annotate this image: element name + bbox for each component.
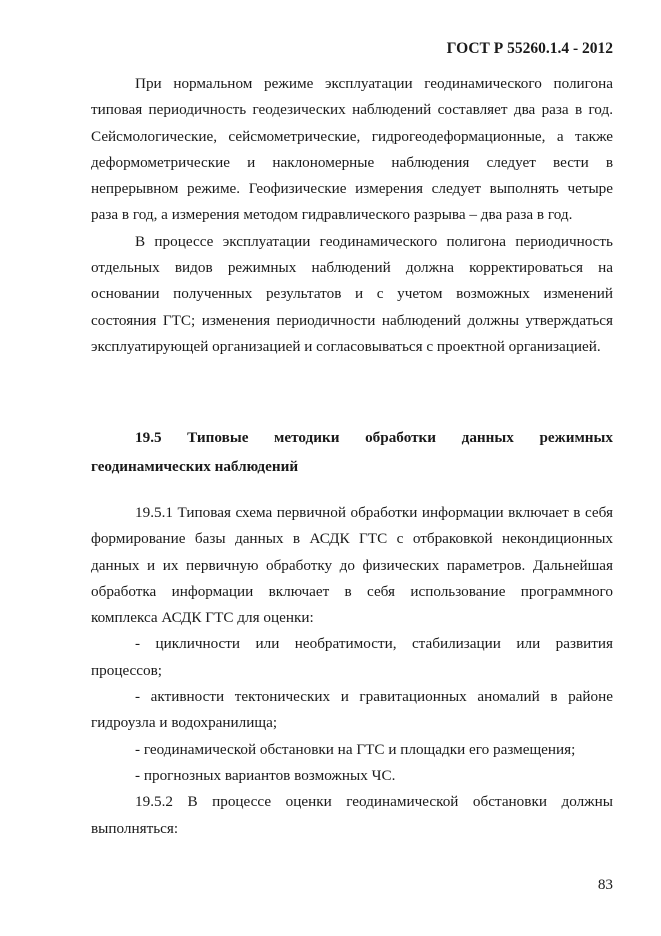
- body-text-top: [91, 71, 613, 360]
- page-number: 83: [597, 876, 613, 893]
- paragraph: В процессе эксплуатации геодинамического полигона периодичность отдельных видов режимных наблюдений должна корректироваться на основании полученных результатов и с учетом возможных изменений состояния ГТС; изменения периодичности наблюдений должны утверждаться эксплуатирующей организацией и согласовываться с проектной организацией.: [91, 232, 613, 355]
- paragraph: При нормальном режиме эксплуатации геодинамического полигона типовая периодичность геодезических наблюдений составляет два раза в год. Сейсмологические, сейсмометрические, гидрогеодеформационные, а также деформометрические и наклономерные наблюдения следует вести в непрерывном режиме. Геофизические измерения следует выполнять четыре раза в год, а измерения методом гидравлического разрыва – два раза в год.: [91, 75, 613, 224]
- section-heading-block: [91, 423, 613, 481]
- body-text-bottom: [91, 500, 613, 842]
- list-item: - геодинамической обстановки на ГТС и площадки его размещения;: [135, 740, 576, 758]
- document-header: ГОСТ Р 55260.1.4 - 2012: [446, 40, 613, 57]
- section-heading: 19.5 Типовые методики обработки данных режимных геодинамических наблюдений: [91, 429, 613, 475]
- list-item: - прогнозных вариантов возможных ЧС.: [135, 766, 396, 784]
- paragraph: 19.5.1 Типовая схема первичной обработки информации включает в себя формирование базы данных в АСДК ГТС с отбраковкой некондиционных данных и их первичную обработку до физических параметров. Дальнейшая обработка информации включает в себя использование программного комплекса АСДК ГТС для оценки:: [91, 504, 613, 627]
- paragraph: 19.5.2 В процессе оценки геодинамической обстановки должны выполняться:: [91, 793, 613, 837]
- list-item: - цикличности или необратимости, стабилизации или развития процессов;: [91, 635, 613, 679]
- list-item: - активности тектонических и гравитационных аномалий в районе гидроузла и водохранилища;: [91, 688, 613, 732]
